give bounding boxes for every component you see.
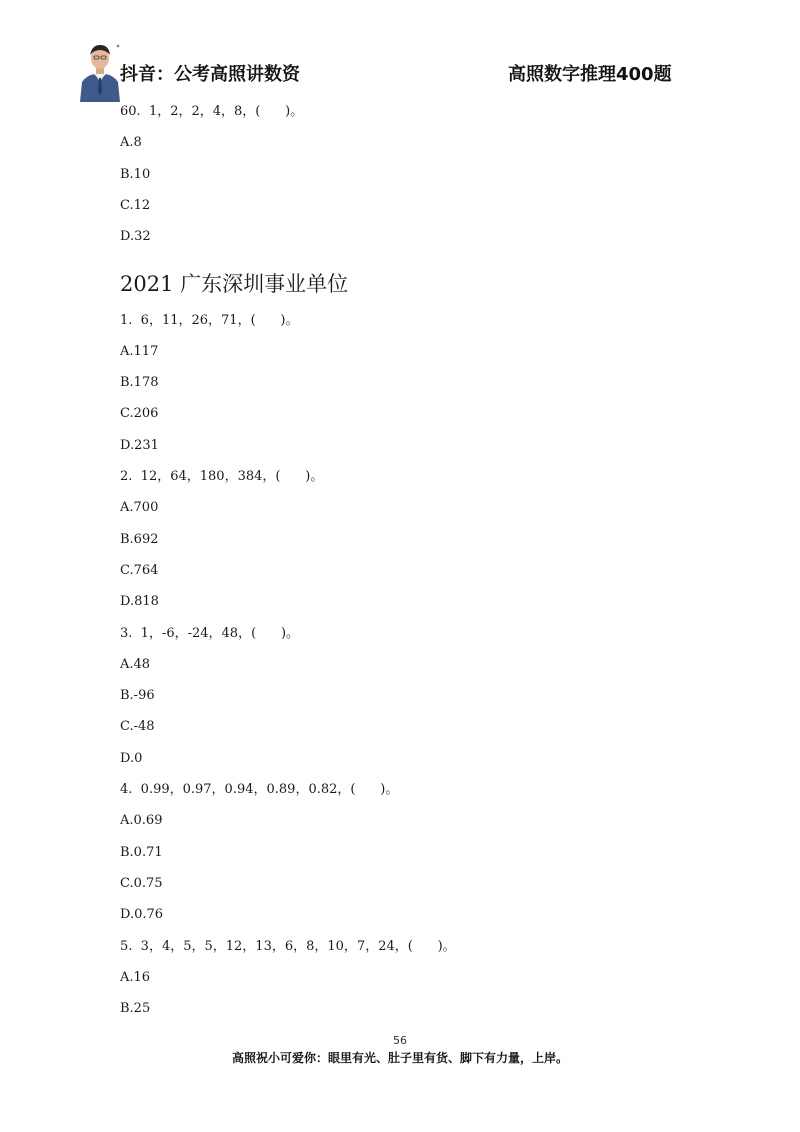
answer-option: B.-96 <box>120 688 155 704</box>
question-stem: 1. 6，11，26，71，( )。 <box>120 312 299 328</box>
header-left-title: 抖音：公考高照讲数资 <box>120 64 300 85</box>
page-number: 56 <box>393 1034 407 1047</box>
answer-option: A.48 <box>120 656 151 672</box>
answer-option: C.12 <box>120 197 151 213</box>
question-stem: 5. 3，4，5，5，12，13，6，8，10，7，24，( )。 <box>120 938 456 954</box>
answer-option: C.206 <box>120 406 159 422</box>
answer-option: D.818 <box>120 594 159 610</box>
answer-option: A.16 <box>120 969 151 985</box>
answer-option: D.0 <box>120 750 143 766</box>
answer-option: B.25 <box>120 1001 151 1017</box>
answer-option: B.10 <box>120 166 151 182</box>
answer-option: D.231 <box>120 437 159 453</box>
answer-option: A.117 <box>120 343 159 359</box>
avatar <box>78 42 122 102</box>
answer-option: C.0.75 <box>120 875 163 891</box>
footer-note: 高照祝小可爱你：眼里有光、肚子里有货、脚下有力量，上岸。 <box>231 1051 568 1065</box>
header-right-title: 高照数字推理400题 <box>508 64 672 85</box>
answer-option: C.764 <box>120 562 159 578</box>
question-stem: 60. 1，2，2，4，8，( )。 <box>120 104 304 119</box>
answer-option: C.-48 <box>120 719 155 735</box>
question-stem: 2. 12，64，180，384，( )。 <box>120 469 324 484</box>
answer-option: D.0.76 <box>120 907 164 923</box>
answer-option: D.32 <box>120 229 151 245</box>
answer-option: B.692 <box>120 531 159 547</box>
question-stem: 4. 0.99，0.97，0.94，0.89，0.82，( )。 <box>120 782 399 797</box>
answer-option: A.8 <box>120 135 142 151</box>
page-header <box>0 0 800 105</box>
question-stem: 3. 1，-6，-24，48，( )。 <box>120 625 300 641</box>
answer-option: B.178 <box>120 375 159 391</box>
section-title: 2021 广东深圳事业单位 <box>120 271 349 296</box>
answer-option: B.0.71 <box>120 844 163 860</box>
answer-option: A.0.69 <box>120 813 163 829</box>
answer-option: A.700 <box>120 500 159 516</box>
